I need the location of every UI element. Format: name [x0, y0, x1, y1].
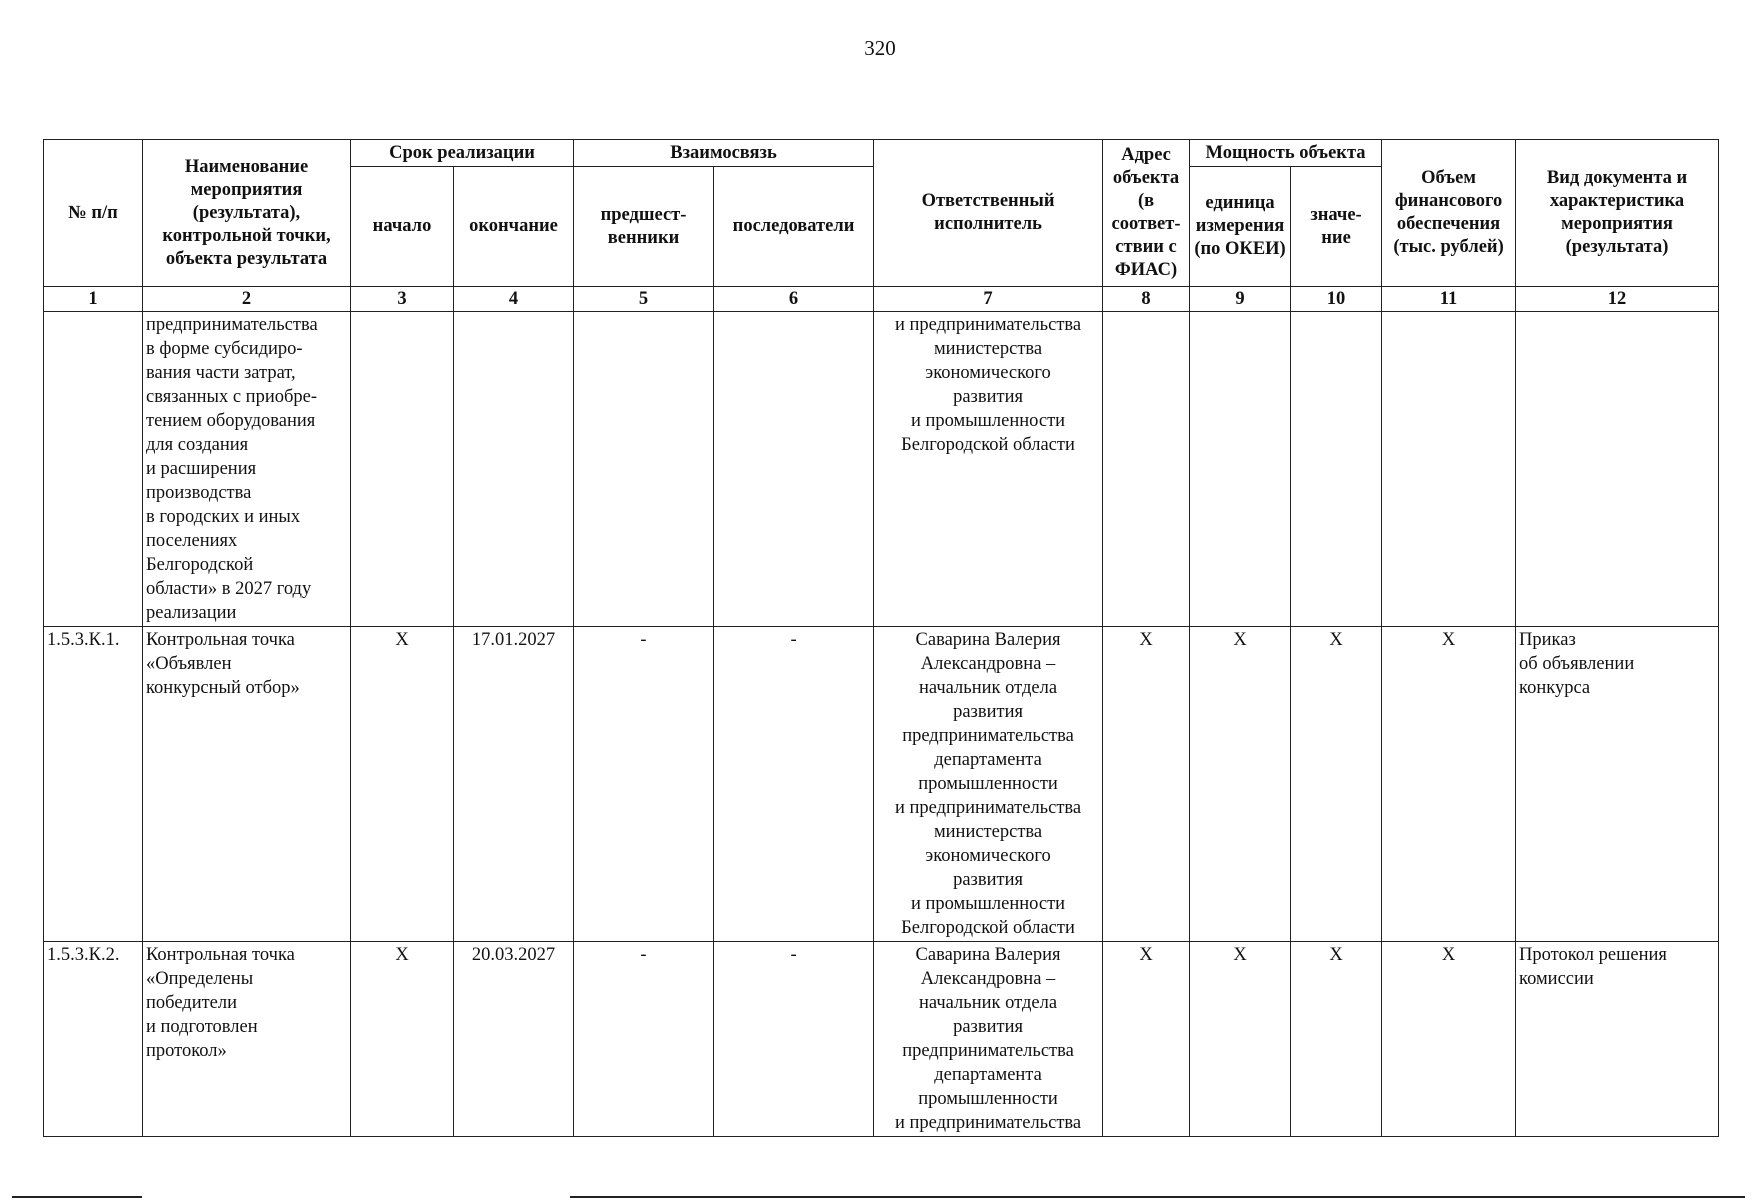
cell-num: 1.5.3.К.2. — [44, 942, 143, 1137]
cell-doc — [1516, 312, 1719, 627]
header-predecessors: предшест- венники — [574, 167, 714, 287]
column-number: 3 — [351, 287, 454, 312]
cell-predecessors — [574, 312, 714, 627]
page-number: 320 — [864, 36, 896, 60]
column-number: 6 — [714, 287, 874, 312]
column-number: 2 — [143, 287, 351, 312]
cell-value — [1291, 312, 1382, 627]
column-number: 12 — [1516, 287, 1719, 312]
header-address: Адрес объекта (в соответ- ствии с ФИАС) — [1103, 140, 1190, 287]
header-term-group: Срок реализации — [351, 140, 574, 167]
cell-unit: Х — [1190, 627, 1291, 942]
table-row — [44, 627, 1719, 942]
column-number: 5 — [574, 287, 714, 312]
cell-name: предпринимательства в форме субсидиро- вания части затрат, связанных с приобре- тением оборудования для создания и расширения производства в городских и иных поселениях Белгородской области» в 2027 году реализации — [143, 312, 351, 627]
header-start: начало — [351, 167, 454, 287]
header-capacity-group: Мощность объекта — [1190, 140, 1382, 167]
cell-finance: Х — [1382, 627, 1516, 942]
column-number: 4 — [454, 287, 574, 312]
column-number: 11 — [1382, 287, 1516, 312]
header-row-1 — [44, 140, 1719, 167]
footer-rule-right — [570, 1196, 1745, 1198]
cell-finance — [1382, 312, 1516, 627]
column-number: 10 — [1291, 287, 1382, 312]
cell-unit — [1190, 312, 1291, 627]
cell-address: Х — [1103, 627, 1190, 942]
activities-table — [43, 139, 1719, 1137]
cell-name: Контрольная точка «Объявлен конкурсный отбор» — [143, 627, 351, 942]
column-number: 1 — [44, 287, 143, 312]
cell-num: 1.5.3.К.1. — [44, 627, 143, 942]
header-link-group: Взаимосвязь — [574, 140, 874, 167]
cell-value: Х — [1291, 942, 1382, 1137]
footer-rule-left — [12, 1196, 142, 1198]
header-num: № п/п — [44, 140, 143, 287]
column-numbers-row — [44, 287, 1719, 312]
cell-executor: и предпринимательства министерства экономического развития и промышленности Белгородской области — [874, 312, 1103, 627]
header-successors: последователи — [714, 167, 874, 287]
column-number: 7 — [874, 287, 1103, 312]
cell-start: Х — [351, 942, 454, 1137]
cell-name: Контрольная точка «Определены победители и подготовлен протокол» — [143, 942, 351, 1137]
cell-successors: - — [714, 942, 874, 1137]
cell-value: Х — [1291, 627, 1382, 942]
cell-end — [454, 312, 574, 627]
header-end: окончание — [454, 167, 574, 287]
cell-num — [44, 312, 143, 627]
cell-start: Х — [351, 627, 454, 942]
cell-predecessors: - — [574, 627, 714, 942]
cell-successors — [714, 312, 874, 627]
cell-predecessors: - — [574, 942, 714, 1137]
cell-unit: Х — [1190, 942, 1291, 1137]
cell-end: 17.01.2027 — [454, 627, 574, 942]
cell-end: 20.03.2027 — [454, 942, 574, 1137]
cell-finance: Х — [1382, 942, 1516, 1137]
column-number: 9 — [1190, 287, 1291, 312]
header-name: Наименование мероприятия (результата), контрольной точки, объекта результата — [143, 140, 351, 287]
cell-successors: - — [714, 627, 874, 942]
table-row — [44, 312, 1719, 627]
header-executor: Ответственный исполнитель — [874, 140, 1103, 287]
cell-address: Х — [1103, 942, 1190, 1137]
cell-executor: Саварина Валерия Александровна – начальник отдела развития предпринимательства департамента промышленности и предпринимательства министерства экономического развития и промышленности Белгородской области — [874, 627, 1103, 942]
cell-start — [351, 312, 454, 627]
cell-doc: Приказ об объявлении конкурса — [1516, 627, 1719, 942]
header-unit: единица измерения (по ОКЕИ) — [1190, 167, 1291, 287]
cell-doc: Протокол решения комиссии — [1516, 942, 1719, 1137]
cell-executor: Саварина Валерия Александровна – начальник отдела развития предпринимательства департамента промышленности и предпринимательства — [874, 942, 1103, 1137]
table-row — [44, 942, 1719, 1137]
column-number: 8 — [1103, 287, 1190, 312]
header-value: значе- ние — [1291, 167, 1382, 287]
header-doc: Вид документа и характеристика мероприятия (результата) — [1516, 140, 1719, 287]
cell-address — [1103, 312, 1190, 627]
header-finance: Объем финансового обеспечения (тыс. рублей) — [1382, 140, 1516, 287]
